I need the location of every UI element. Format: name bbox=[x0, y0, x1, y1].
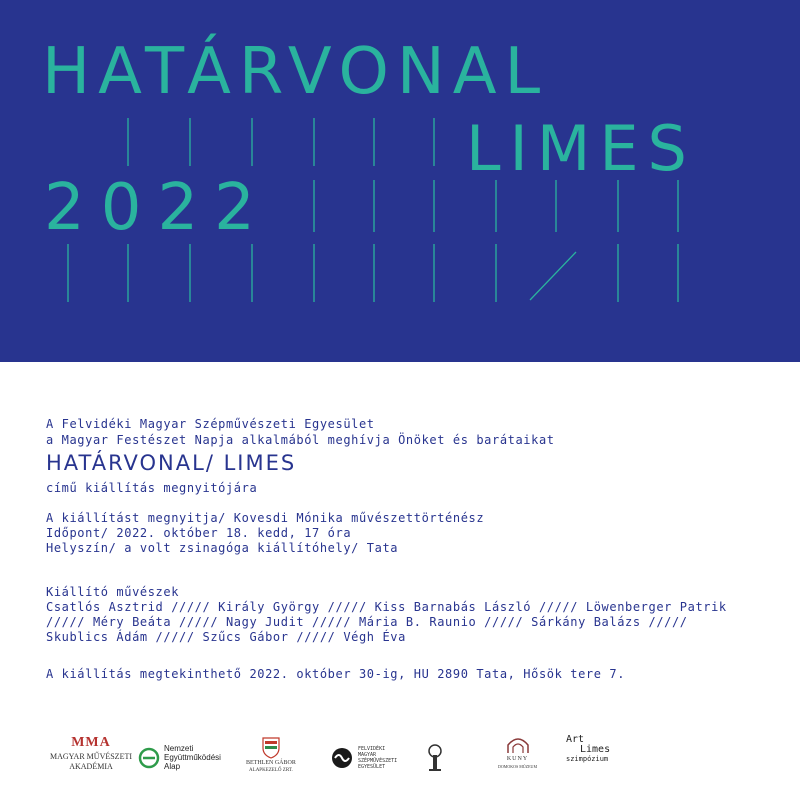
kuny-text-2: DOMOKOS MÚZEUM bbox=[498, 764, 538, 769]
kuny-logo bbox=[498, 735, 537, 780]
hero-banner bbox=[0, 0, 800, 362]
bga-text-1: BETHLEN GÁBOR bbox=[246, 760, 296, 766]
place-line: Helyszín/ a volt zsinagóga kiállítóhely/ Tata bbox=[46, 541, 399, 555]
fmse-text-4: EGYESÜLET bbox=[358, 763, 386, 770]
opener-line: A kiállítást megnyitja/ Kovesdi Mónika művészettörténész bbox=[46, 511, 485, 525]
fmse-text bbox=[358, 746, 397, 770]
nea-text-2: Együttműködési bbox=[164, 753, 221, 762]
mma-mark: MMA bbox=[71, 735, 111, 750]
artists-line-3: Skublics Ádám ///// Szűcs Gábor ///// Végh Éva bbox=[46, 630, 406, 644]
mma-text-1: MAGYAR MŰVÉSZETI bbox=[50, 752, 132, 761]
sponsor-logos bbox=[0, 735, 800, 785]
bga-logo bbox=[246, 735, 296, 780]
hero-title-year: 2022 bbox=[44, 171, 271, 245]
artists-heading: Kiállító művészek bbox=[46, 585, 180, 599]
nea-text bbox=[164, 744, 221, 771]
fmse-text-2: MAGYAR bbox=[358, 751, 377, 758]
mma-text-2: AKADÉMIA bbox=[69, 762, 113, 771]
fmse-text-1: FELVIDÉKI bbox=[358, 745, 386, 752]
fmse-logo bbox=[330, 735, 397, 780]
intro-line-1: A Felvidéki Magyar Szépművészeti Egyesület bbox=[46, 417, 375, 431]
kuny-arch-icon bbox=[506, 735, 530, 755]
art-limes-text-1: Art bbox=[566, 734, 585, 745]
artists-line-2: ///// Méry Beáta ///// Nagy Judit ///// Mária B. Raunio ///// Sárkány Balázs ///// bbox=[46, 615, 688, 629]
kuny-text-1: KUNY bbox=[506, 756, 529, 762]
mma-logo bbox=[50, 735, 132, 780]
fmse-emblem-icon bbox=[330, 746, 354, 770]
nea-text-1: Nemzeti bbox=[164, 744, 194, 753]
exhibition-subtitle: című kiállítás megnyitójára bbox=[46, 481, 258, 495]
intro-line-2: a Magyar Festészet Napja alkalmából meghívja Önöket és barátaikat bbox=[46, 433, 555, 447]
artists-line-1: Csatlós Asztrid ///// Király György ///// Kiss Barnabás László ///// Löwenberger Patrik bbox=[46, 600, 727, 614]
time-line: Időpont/ 2022. október 18. kedd, 17 óra bbox=[46, 526, 352, 540]
nea-logo bbox=[138, 735, 221, 780]
tower-logo bbox=[426, 735, 444, 780]
tower-emblem-icon bbox=[426, 743, 444, 773]
viewing-info: A kiállítás megtekinthető 2022. október 30-ig, HU 2890 Tata, Hősök tere 7. bbox=[46, 667, 626, 681]
bga-text-2: ALAPKEZELŐ ZRT. bbox=[249, 768, 293, 773]
exhibition-title: HATÁRVONAL/ LIMES bbox=[46, 451, 297, 475]
nea-text-3: Alap bbox=[164, 762, 181, 771]
art-limes-text-2: Limes bbox=[580, 744, 611, 755]
hero-title-limes: LIMES bbox=[466, 112, 696, 185]
art-limes-text-3: szimpózium bbox=[566, 755, 609, 763]
bga-crest-icon bbox=[261, 735, 281, 759]
nea-circle-icon bbox=[138, 747, 160, 769]
hero-title-hatarvonal: HATÁRVONAL bbox=[42, 35, 549, 109]
fmse-text-3: SZÉPMŰVÉSZETI bbox=[358, 757, 398, 764]
art-limes-logo bbox=[566, 735, 610, 780]
